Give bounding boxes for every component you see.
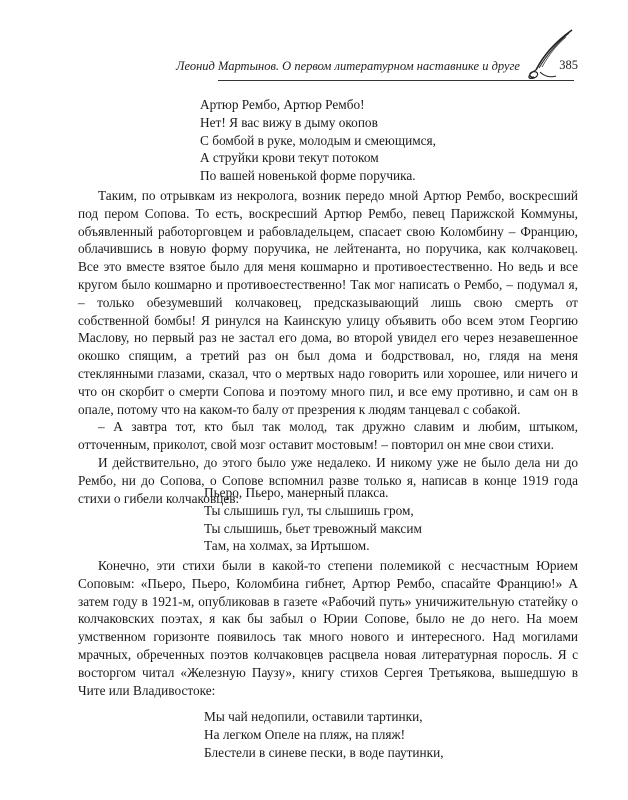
poem-stanza-2 <box>204 484 422 555</box>
poem-line: На легком Опеле на пляж, на пляж! <box>204 726 406 742</box>
poem-line: Ты слышишь, бьет тревожный максим <box>204 520 422 536</box>
paragraph: Таким, по отрывкам из некролога, возник передо мной Артюр Рембо, воскресший под пером Сопова. То есть, воскресший Артюр Рембо, певец Парижской Коммуны, объявленный работорговцем и рабовладельцем, спасает свою Коломбину – Францию, облачившись в новую форму поручика, не лейтенанта, но поручика, как колчаковец. Все это вместе взятое было для меня кошмарно и противоестественно. Но ведь и все кругом было кошмарно и противоестественно! Так мог написать о Рембо, – подумал я, – только обезумевший колчаковец, предсказывающий лишь свою смерть от собственной бомбы! Я ринулся на Каинскую улицу объявить обо всем этом Георгию Маслову, но первый раз не застал его дома, во второй увидел его через незавешенное окошко спящим, а третий раз он был дома и бодрствовал, но, глядя на меня стеклянными глазами, сказал, что о мертвых надо говорить или хорошее, или ничего и что он скорбит о смерти Сопова и поэтому много пил, и все ему противно, и сам он в опале, потому что на каком-то балу от презрения к людям танцевал с собакой. <box>78 188 578 417</box>
paragraph: Конечно, эти стихи были в какой-то степени полемикой с несчастным Юрием Соповым: «Пьеро, Пьеро, Коломбина гибнет, Артюр Рембо, спасайте Францию!» А затем году в 1921-м, опубликовав в газете «Рабочий путь» уничижительную статейку о колчаковских поэтах, я как бы забыл о Юрии Сопове, было не до него. На моем умственном горизонте появилось так много нового и интересного. Над могилами мрачных, обреченных поэтов колчаковцев расцвела новая литературная поросль. Я с восторгом читал «Железную Паузу», книгу стихов Сергея Третьякова, вышедшую в Чите или Владивостоке: <box>78 558 578 698</box>
poem-line: Артюр Рембо, Артюр Рембо! <box>200 97 365 112</box>
poem-stanza-3 <box>204 708 444 761</box>
header-rule <box>218 80 574 81</box>
poem-line: Мы чай недопили, оставили тартинки, <box>204 709 423 724</box>
quill-ornament-icon <box>522 28 574 84</box>
paragraph: И действительно, до этого было уже недалеко. И никому уже не было дела ни до Рембо, ни до Сопова, о Сопове вспомнил разве только я, написав в конце 1919 года стихи о гибели колчаковцев: <box>78 454 578 506</box>
poem-line: Там, на холмах, за Иртышом. <box>204 538 370 554</box>
prose-block-1 <box>78 187 578 507</box>
paragraph: – А завтра тот, кто был так молод, так дружно славим и любим, штыком, отточенным, приколот, свой мозг оставит мостовым! – повторил он мне свои стихи. <box>78 419 578 453</box>
poem-line: По вашей новенькой форме поручика. <box>200 168 416 184</box>
poem-line: Пьеро, Пьеро, манерный плакса. <box>204 485 389 500</box>
poem-line: Блестели в синеве пески, в воде паутинки, <box>204 744 444 760</box>
page-number: 385 <box>559 58 578 72</box>
poem-line: Нет! Я вас вижу в дыму окопов <box>200 114 378 130</box>
poem-line: С бомбой в руке, молодым и смеющимся, <box>200 132 436 148</box>
running-title: Леонид Мартынов. О первом литературном наставнике и друге <box>175 59 520 73</box>
poem-line: А струйки крови текут потоком <box>200 150 379 166</box>
poem-line: Ты слышишь гул, ты слышишь гром, <box>204 502 414 518</box>
poem-stanza-1 <box>200 96 436 185</box>
prose-block-2 <box>78 557 578 699</box>
